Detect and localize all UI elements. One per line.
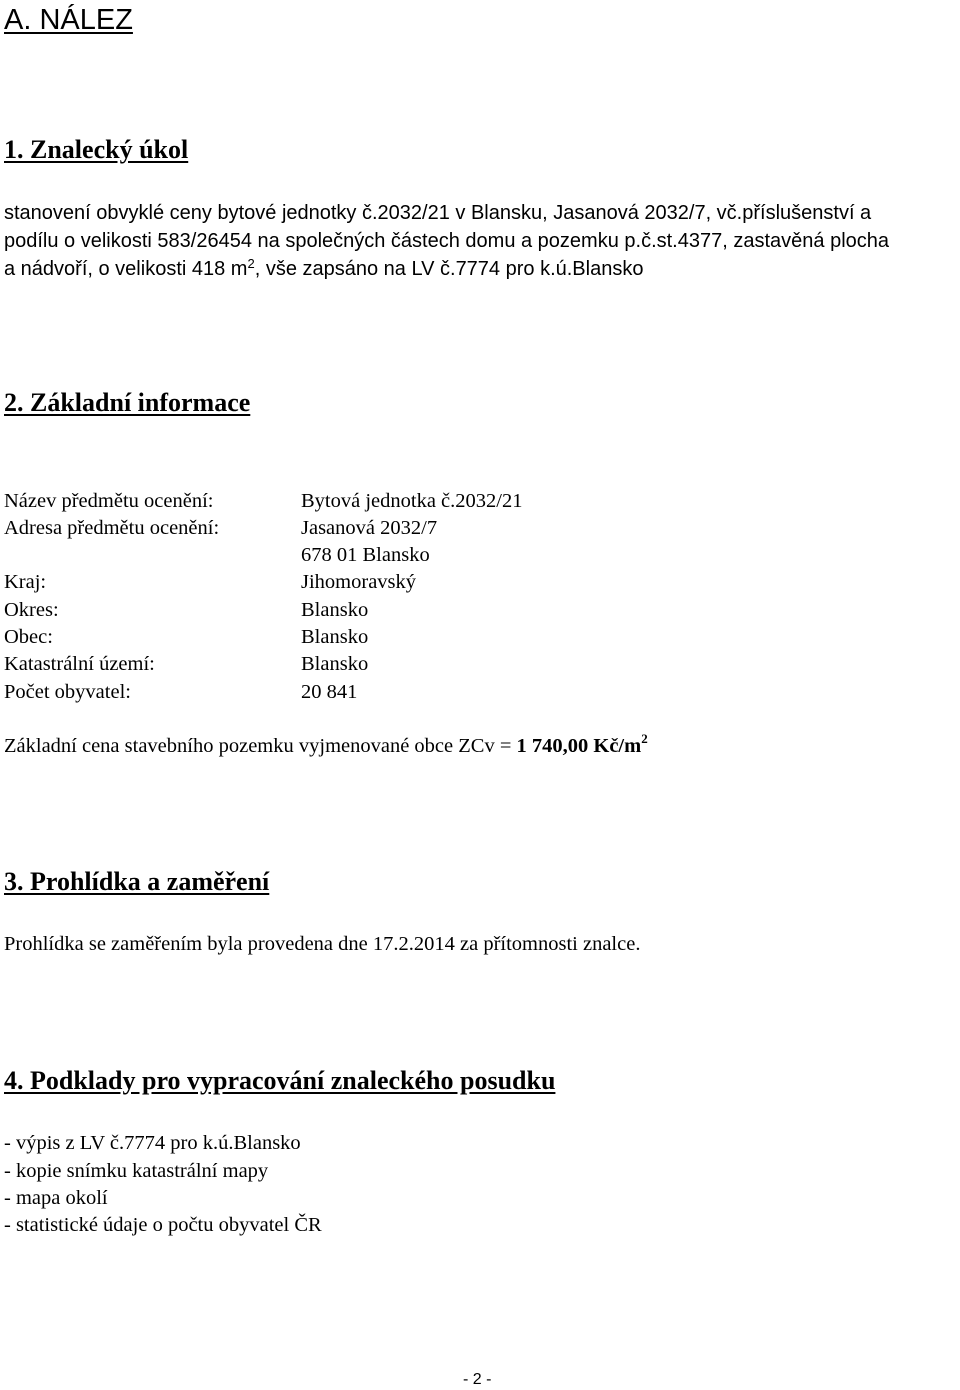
info-value-address-street: Jasanová 2032/7 (301, 517, 438, 539)
info-label-address: Adresa předmětu ocenění: (4, 517, 220, 539)
base-land-price (4, 732, 648, 760)
info-label-district: Okres: (4, 599, 59, 621)
section-heading-basic-info: 2. Základní informace (4, 388, 251, 417)
base-land-price-label: Základní cena stavebního pozemku vyjmenované obce ZCv = (4, 735, 517, 757)
superscript-two: 2 (247, 256, 255, 271)
base-land-price-value: 1 740,00 Kč/m (516, 735, 642, 757)
base-land-price-superscript: 2 (641, 731, 648, 746)
info-label-region: Kraj: (4, 571, 47, 593)
task-text-line-1: stanovení obvyklé ceny bytové jednotky č.2032/21 v Blansku, Jasanová 2032/7, vč.příslušenství a (4, 202, 872, 224)
info-label-cadastral-area: Katastrální území: (4, 653, 155, 675)
info-value-address-city: 678 01 Blansko (301, 544, 430, 566)
source-list-item: - výpis z LV č.7774 pro k.ú.Blansko (4, 1132, 301, 1154)
info-label-municipality: Obec: (4, 626, 53, 648)
section-heading-inspection: 3. Prohlídka a zaměření (4, 867, 270, 896)
info-value-region: Jihomoravský (301, 571, 417, 593)
page-number: - 2 - (463, 1371, 492, 1388)
inspection-text: Prohlídka se zaměřením byla provedena dne 17.2.2014 za přítomnosti znalce. (4, 933, 641, 955)
task-text-line-3 (4, 255, 643, 283)
info-value-population: 20 841 (301, 681, 358, 703)
task-text-line-3-start: a nádvoří, o velikosti 418 m (4, 258, 248, 280)
info-value-municipality: Blansko (301, 626, 369, 648)
info-value-district: Blansko (301, 599, 369, 621)
task-text-line-3-end: , vše zapsáno na LV č.7774 pro k.ú.Blansko (254, 258, 644, 280)
task-text-line-2: podílu o velikosti 583/26454 na společných částech domu a pozemku p.č.st.4377, zastavěná plocha (4, 230, 890, 252)
document-title: A. NÁLEZ (4, 4, 133, 36)
info-value-cadastral-area: Blansko (301, 653, 369, 675)
info-label-subject: Název předmětu ocenění: (4, 490, 214, 512)
source-list-item: - mapa okolí (4, 1187, 108, 1209)
source-list-item: - kopie snímku katastrální mapy (4, 1160, 269, 1182)
info-label-population: Počet obyvatel: (4, 681, 131, 703)
section-heading-task: 1. Znalecký úkol (4, 135, 189, 164)
section-heading-sources: 4. Podklady pro vypracování znaleckého posudku (4, 1066, 556, 1095)
source-list-item: - statistické údaje o počtu obyvatel ČR (4, 1214, 322, 1236)
info-value-subject: Bytová jednotka č.2032/21 (301, 490, 523, 512)
